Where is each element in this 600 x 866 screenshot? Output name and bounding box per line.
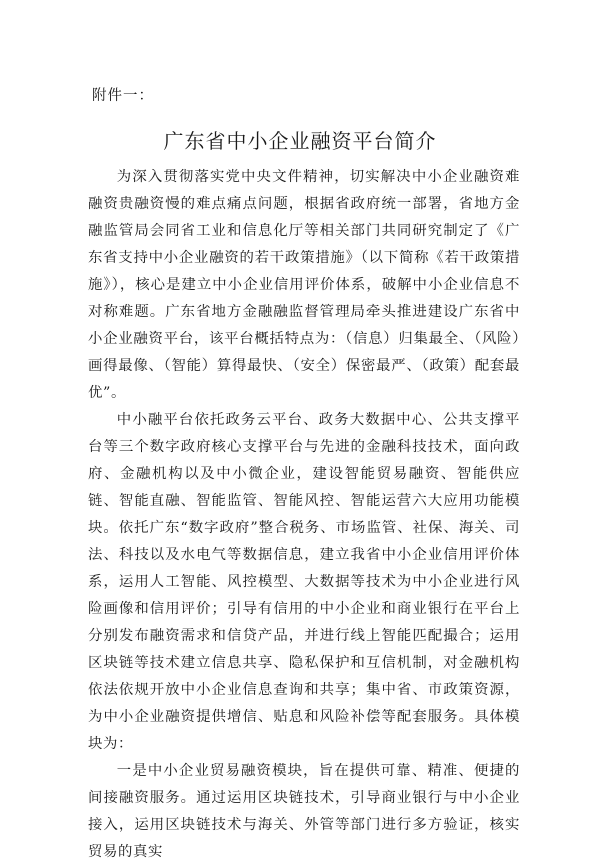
- document-title: 广东省中小企业融资平台简介: [163, 129, 437, 154]
- document-body: [88, 164, 520, 866]
- attachment-label: 附件一：: [92, 88, 154, 104]
- paragraph: 中小融平台依托政务云平台、政务大数据中心、公共支撑平台等三个数字政府核心支撑平台与先进的金融科技技术，面向政府、金融机构以及中小微企业，建设智能贸易融资、智能供应链、智能直融、智能监管、智能风控、智能运营六大应用功能模块。依托广东“数字政府”整合税务、市场监管、社保、海关、司法、科技以及水电气等数据信息，建立我省中小企业信用评价体系，运用人工智能、风控模型、大数据等技术为中小企业进行风险画像和信用评价；引导有信用的中小企业和商业银行在平台上分别发布融资需求和信贷产品，并进行线上智能匹配撮合；运用区块链等技术建立信息共享、隐私保护和互信机制，对金融机构依法依规开放中小企业信息查询和共享；集中省、市政策资源，为中小企业融资提供增信、贴息和风险补偿等配套服务。具体模块为：: [88, 412, 520, 752]
- paragraph: 为深入贯彻落实党中央文件精神，切实解决中小企业融资难融资贵融资慢的难点痛点问题，根据省政府统一部署，省地方金融监管局会同省工业和信息化厅等相关部门共同研究制定了《广东省支持中小企业融资的若干政策措施》（以下简称《若干政策措施》），核心是建立中小企业信用评价体系，破解中小企业信息不对称难题。广东省地方金融融监督管理局牵头推进建设广东省中小企业融资平台，该平台概括特点为：（信息）归集最全、（风险）画得最像、（智能）算得最快、（安全）保密最严、（政策）配套最优”。: [88, 169, 520, 401]
- paragraph: 一是中小企业贸易融资模块，旨在提供可靠、精准、便捷的间接融资服务。通过运用区块链技术，引导商业银行与中小企业接入，运用区块链技术与海关、外管等部门进行多方验证，核实贸易的真实: [88, 763, 520, 860]
